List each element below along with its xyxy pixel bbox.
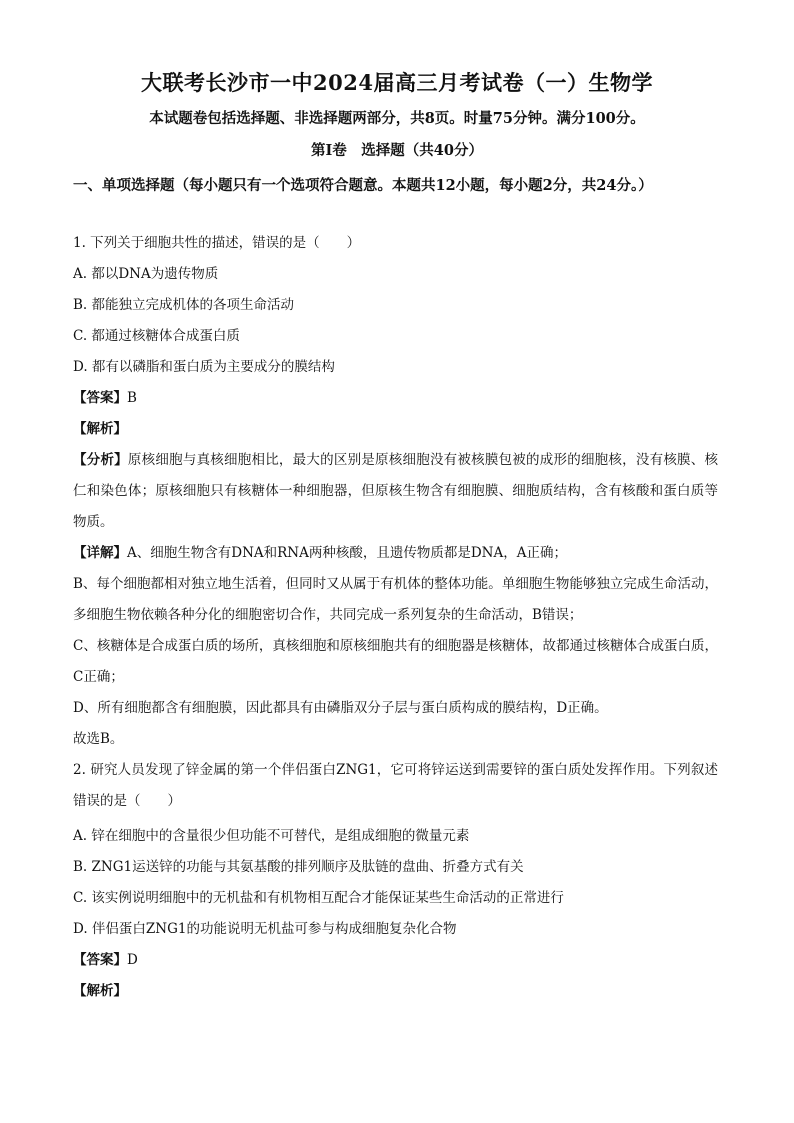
question-1-detail-d: D、所有细胞都含有细胞膜，因此都具有由磷脂双分子层与蛋白质构成的膜结构，D正确。	[73, 700, 608, 716]
exam-title: 大联考长沙市一中2024届高三月考试卷（一）生物学	[141, 70, 653, 95]
detail-label: 【详解】	[73, 545, 127, 561]
answer-value: D	[127, 952, 138, 968]
analysis-text: 原核细胞与真核细胞相比，最大的区别是原核细胞没有被核膜包被的成形的细胞核，没有核膜、核仁和染色体；原核细胞只有核糖体一种细胞器，但原核生物含有细胞膜、细胞质结构，含有核酸和蛋白质等物质。	[73, 452, 719, 530]
answer-value: B	[127, 390, 137, 406]
question-2-option-d: D. 伴侣蛋白ZNG1的功能说明无机盐可参与构成细胞复杂化合物	[73, 921, 457, 937]
question-1-detail-b: B、每个细胞都相对独立地生活着，但同时又从属于有机体的整体功能。单细胞生物能够独立完成生命活动，多细胞生物依赖各种分化的细胞密切合作，共同完成一系列复杂的生命活动，B错误；	[73, 576, 718, 623]
question-2-answer	[73, 950, 721, 970]
answer-tag: 【答案】	[73, 390, 127, 406]
question-1-analysis	[73, 445, 718, 538]
question-1-option-c: C. 都通过核糖体合成蛋白质	[73, 328, 240, 344]
question-2-stem: 2. 研究人员发现了锌金属的第一个伴侣蛋白ZNG1，它可将锌运送到需要锌的蛋白质处发挥作用。下列叙述错误的是（ ）	[73, 762, 718, 809]
question-1-option-a: A. 都以DNA为遗传物质	[73, 266, 219, 282]
question-1-conclusion: 故选B。	[73, 731, 124, 747]
question-2-option-a: A. 锌在细胞中的含量很少但功能不可替代，是组成细胞的微量元素	[73, 828, 470, 844]
question-1-answer	[73, 388, 721, 408]
question-2-option-c: C. 该实例说明细胞中的无机盐和有机物相互配合才能保证某些生命活动的正常进行	[73, 890, 564, 906]
question-1-stem: 1. 下列关于细胞共性的描述，错误的是（ ）	[73, 235, 361, 251]
part-one-heading: 一、单项选择题（每小题只有一个选项符合题意。本题共12小题，每小题2分，共24分。）	[73, 177, 653, 194]
section-heading: 第Ⅰ卷 选择题（共40分）	[311, 142, 483, 159]
question-2-option-b: B. ZNG1运送锌的功能与其氨基酸的排列顺序及肽链的盘曲、折叠方式有关	[73, 859, 524, 875]
exam-instructions: 本试题卷包括选择题、非选择题两部分，共8页。时量75分钟。满分100分。	[149, 110, 645, 127]
question-1-detail-c: C、核糖体是合成蛋白质的场所，真核细胞和原核细胞共有的细胞器是核糖体，故都通过核糖体合成蛋白质，C正确；	[73, 638, 718, 685]
analysis-label: 【分析】	[73, 452, 128, 468]
question-1-detail-a	[73, 538, 718, 569]
question-1-analysis-tag: 【解析】	[73, 421, 127, 437]
question-1-option-d: D. 都有以磷脂和蛋白质为主要成分的膜结构	[73, 359, 335, 375]
answer-tag: 【答案】	[73, 952, 127, 968]
detail-text-a: A、细胞生物含有DNA和RNA两种核酸，且遗传物质都是DNA，A正确；	[127, 545, 567, 561]
question-1-option-b: B. 都能独立完成机体的各项生命活动	[73, 297, 295, 313]
question-2-analysis-tag: 【解析】	[73, 983, 127, 999]
